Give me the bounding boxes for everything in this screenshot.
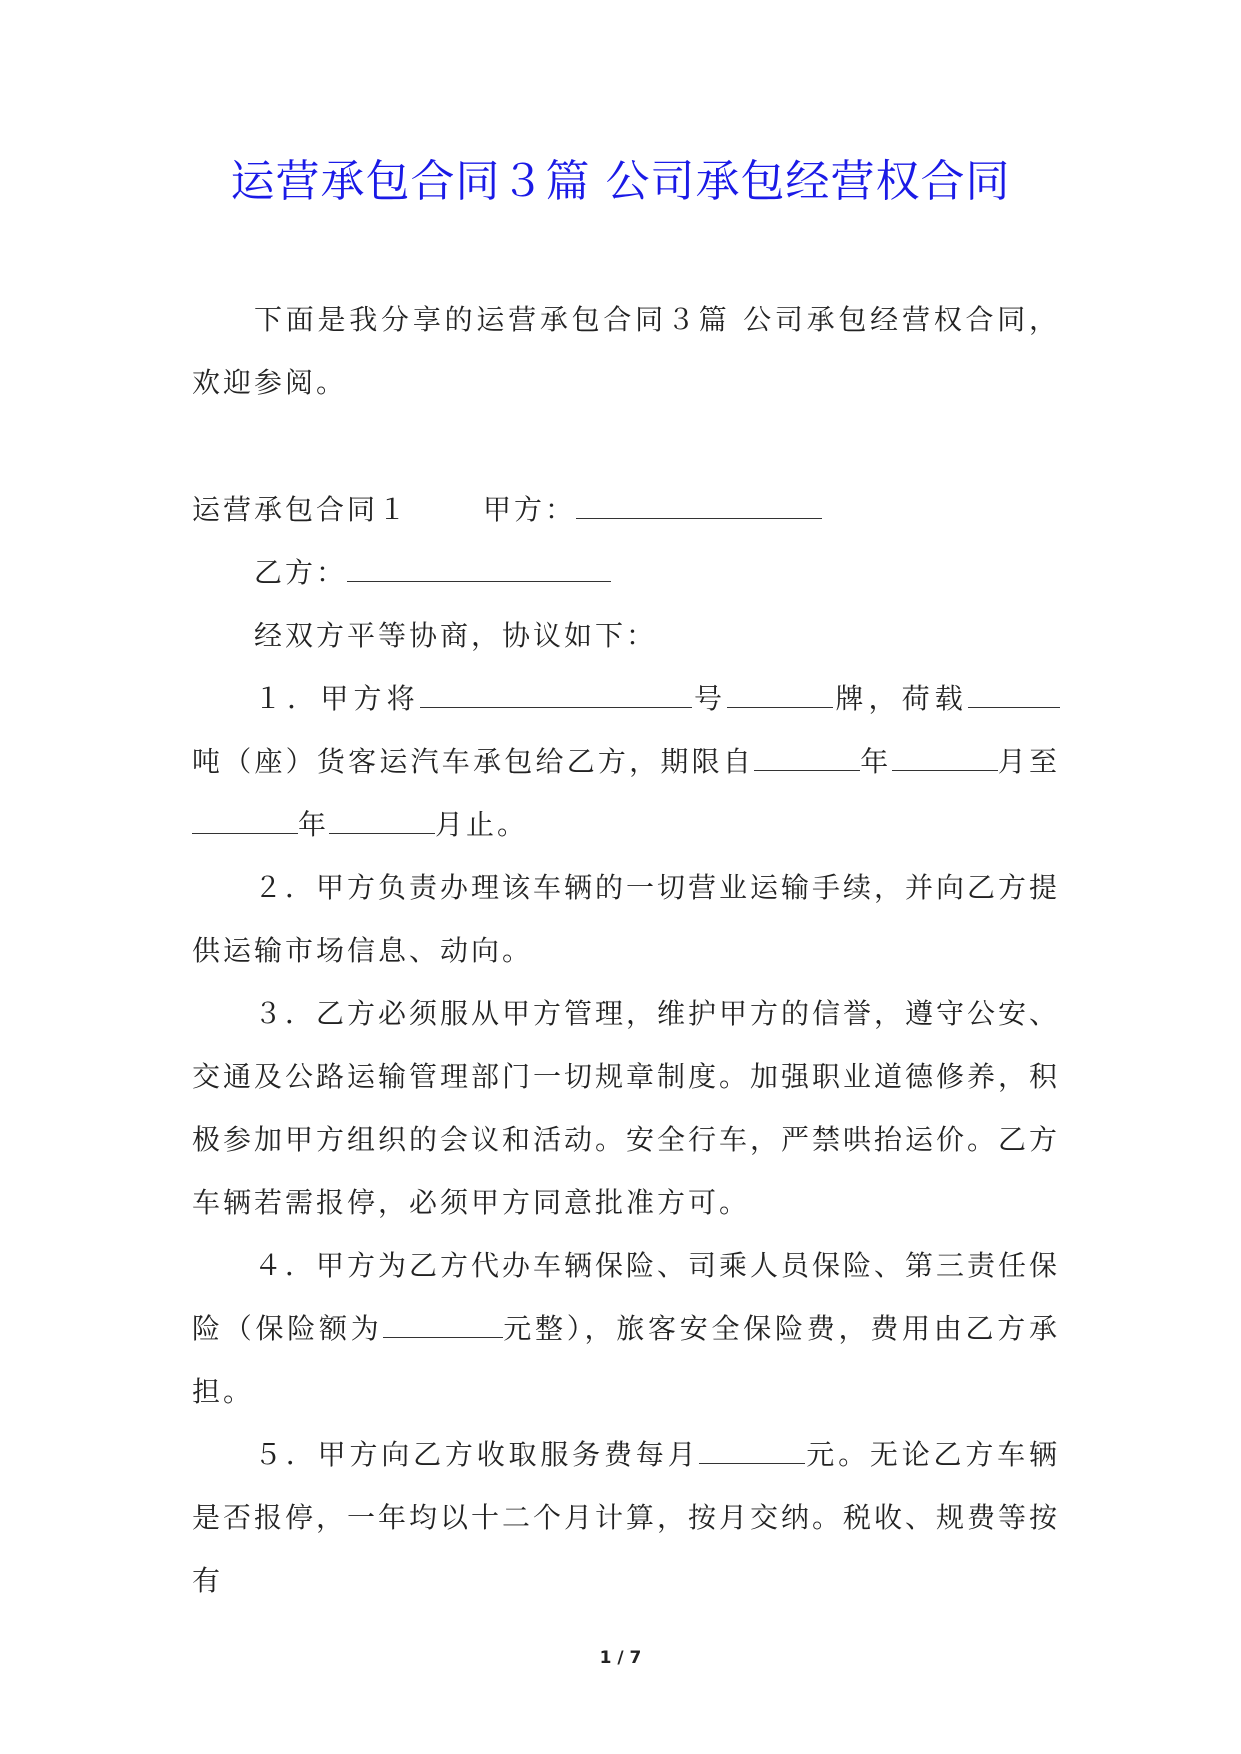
clause-1-text: 吨（座）货客运汽车承包给乙方，期限自 (192, 745, 755, 778)
party-a-label: 甲方： (483, 493, 577, 526)
clause-1-text: 月至 (997, 745, 1060, 778)
start-year-blank (754, 748, 860, 771)
clause-5-text: ５．甲方向乙方收取服务费每月 (254, 1438, 700, 1471)
clause-5 (192, 1423, 1060, 1612)
clause-5-text: 元。无论乙方车辆是否报停，一年均以十二个月计算，按月交纳。税收、规费等按有 (192, 1438, 1061, 1597)
page-indicator: 1 / 7 (599, 1648, 642, 1668)
clause-4-text: 元整），旅客安全保险费，费用由乙方承担。 (192, 1312, 1060, 1408)
plate-number-blank (420, 685, 692, 708)
clause-2: ２．甲方负责办理该车辆的一切营业运输手续，并向乙方提供运输市场信息、动向。 (192, 871, 1061, 967)
party-b-label: 乙方： (254, 556, 348, 589)
end-year-blank (192, 811, 298, 834)
clause-1-text: 号 (691, 682, 728, 715)
intro-paragraph: 下面是我分享的运营承包合同３篇 公司承包经营权合同，欢迎参阅。 (192, 303, 1060, 399)
clause-4 (192, 1234, 1060, 1423)
clause-1-text: 牌，荷载 (833, 682, 968, 715)
insurance-amount-blank (383, 1315, 503, 1338)
clause-3: ３．乙方必须服从甲方管理，维护甲方的信誉，遵守公安、交通及公路运输管理部门一切规章制度。加强职业道德修养，积极参加甲方组织的会议和活动。安全行车，严禁哄抬运价。乙方车辆若需报停，必须甲方同意批准方可。 (192, 997, 1061, 1219)
preamble-paragraph: 经双方平等协商，协议如下： (254, 619, 658, 652)
document-title: 运营承包合同３篇 公司承包经营权合同 (230, 156, 1011, 207)
load-blank (968, 685, 1060, 708)
brand-blank (727, 685, 833, 708)
spacer (192, 414, 1060, 478)
end-month-blank (329, 811, 435, 834)
contract-heading-line (192, 478, 1060, 541)
start-month-blank (892, 748, 998, 771)
party-a-blank (576, 496, 822, 519)
party-b-blank (347, 559, 611, 582)
clause-1-text: 年 (860, 745, 892, 778)
party-b-line (192, 541, 1060, 604)
document-body (192, 288, 1060, 1612)
clause-1-text: 年 (298, 808, 330, 841)
clause-1-text: １．甲方将 (254, 682, 420, 715)
contract-heading: 运营承包合同１ (192, 493, 410, 526)
clause-4-text: ４．甲方为乙方代办车辆保险、司乘人员保险、第三责任保险（保险额为 (192, 1249, 1061, 1345)
service-fee-blank (699, 1441, 805, 1464)
clause-1-text: 月止。 (435, 808, 529, 841)
clause-1 (192, 667, 1060, 856)
